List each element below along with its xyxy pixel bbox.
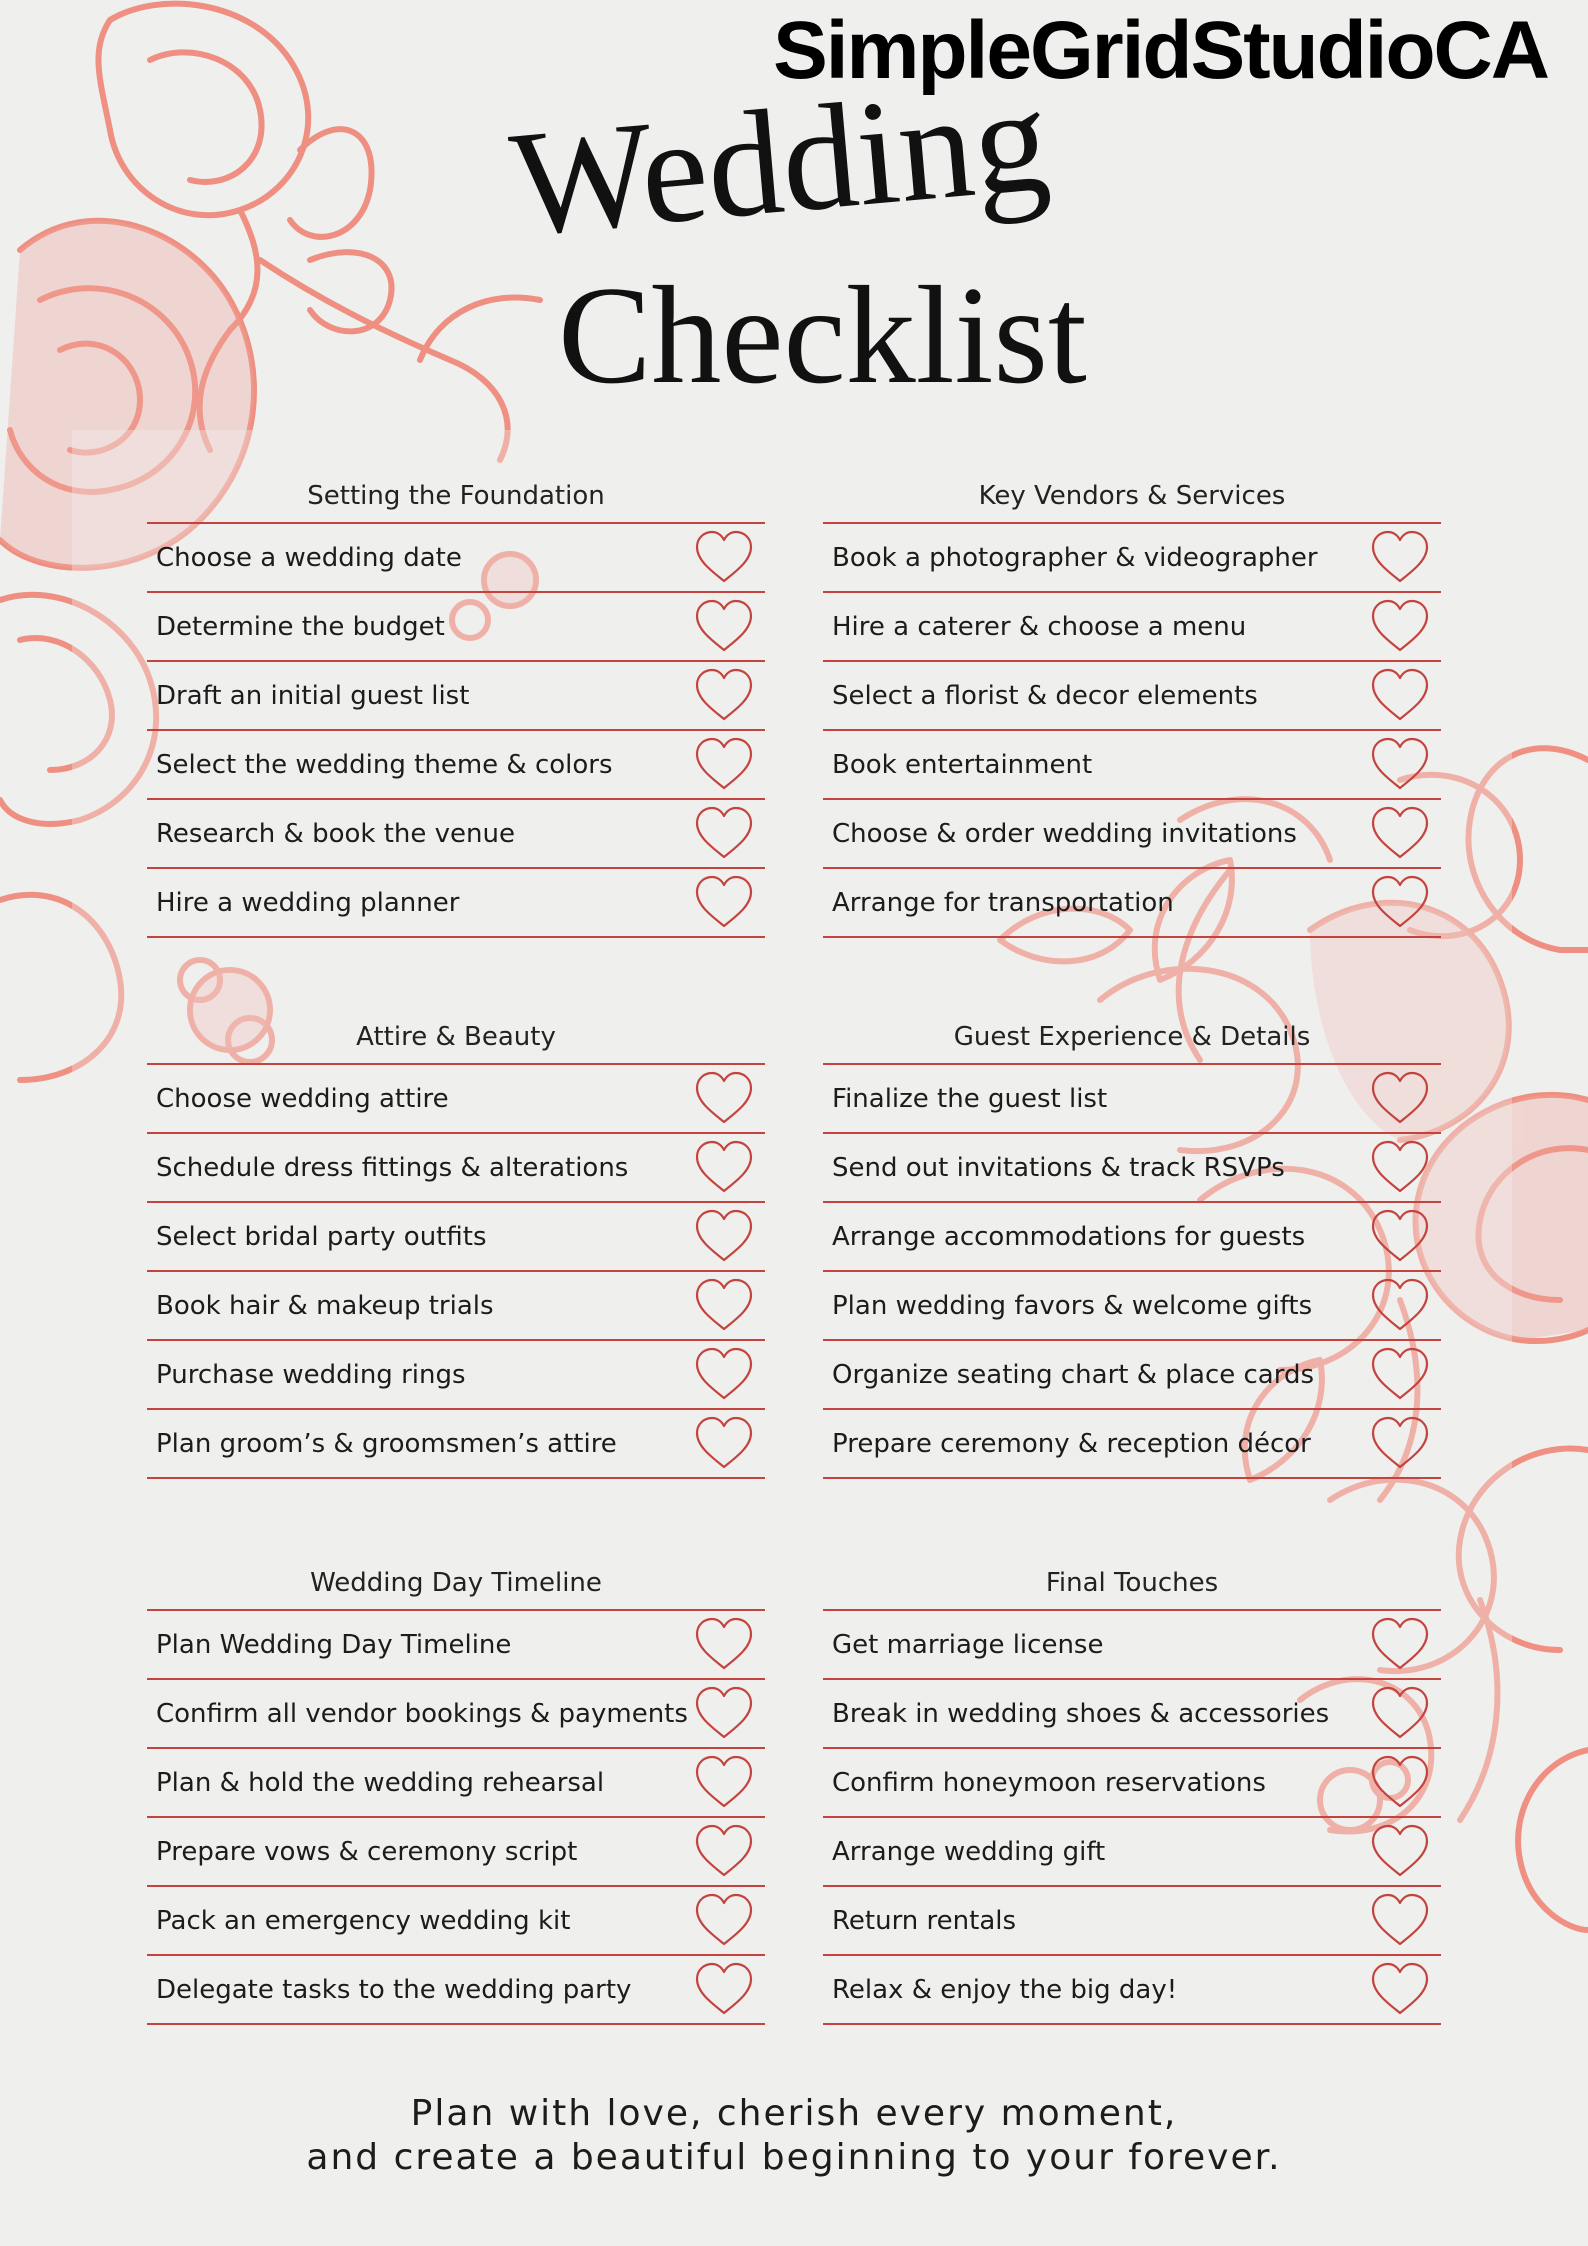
- checklist-item-label: Prepare vows & ceremony script: [156, 1836, 578, 1867]
- checklist-item-label: Purchase wedding rings: [156, 1359, 466, 1390]
- checklist-item-label: Plan wedding favors & welcome gifts: [832, 1290, 1313, 1321]
- checklist-item[interactable]: [147, 1065, 765, 1134]
- checklist-item[interactable]: [147, 1134, 765, 1203]
- heart-outline-icon[interactable]: [1369, 1754, 1431, 1810]
- checklist-item-label: Return rentals: [832, 1905, 1017, 1936]
- heart-outline-icon[interactable]: [693, 1754, 755, 1810]
- checklist-rows: [823, 1063, 1441, 1479]
- checklist-item-label: Research & book the venue: [156, 818, 515, 849]
- section-title: Guest Experience & Details: [953, 1022, 1311, 1052]
- checklist-item[interactable]: [823, 1887, 1441, 1956]
- checklist-item-label: Confirm honeymoon reservations: [832, 1767, 1266, 1798]
- checklist-item[interactable]: [147, 1887, 765, 1956]
- heart-outline-icon[interactable]: [693, 736, 755, 792]
- checklist-rows: [823, 522, 1441, 938]
- checklist-section: [147, 1011, 765, 1479]
- heart-outline-icon[interactable]: [1369, 1139, 1431, 1195]
- heart-outline-icon[interactable]: [1369, 1346, 1431, 1402]
- checklist-item[interactable]: [147, 593, 765, 662]
- checklist-item-label: Arrange for transportation: [832, 887, 1174, 918]
- heart-outline-icon[interactable]: [693, 1139, 755, 1195]
- checklist-item-label: Choose a wedding date: [156, 542, 462, 573]
- checklist-item[interactable]: [823, 869, 1441, 938]
- checklist-item[interactable]: [823, 1680, 1441, 1749]
- footer-quote: [0, 2092, 1588, 2180]
- heart-outline-icon[interactable]: [1369, 1070, 1431, 1126]
- heart-outline-icon[interactable]: [1369, 874, 1431, 930]
- checklist-item[interactable]: [147, 1410, 765, 1479]
- checklist-item-label: Hire a wedding planner: [156, 887, 460, 918]
- checklist-item-label: Arrange accommodations for guests: [832, 1221, 1306, 1252]
- section-title: Attire & Beauty: [356, 1022, 556, 1052]
- checklist-item[interactable]: [147, 1341, 765, 1410]
- heart-outline-icon[interactable]: [1369, 1616, 1431, 1672]
- checklist-item[interactable]: [823, 1749, 1441, 1818]
- checklist-item-label: Plan Wedding Day Timeline: [156, 1629, 512, 1660]
- checklist-item-label: Arrange wedding gift: [832, 1836, 1106, 1867]
- checklist-item-label: Draft an initial guest list: [156, 680, 470, 711]
- checklist-item[interactable]: [823, 1134, 1441, 1203]
- checklist-item-label: Select a florist & decor elements: [832, 680, 1258, 711]
- checklist-item-label: Plan & hold the wedding rehearsal: [156, 1767, 605, 1798]
- heart-outline-icon[interactable]: [1369, 598, 1431, 654]
- checklist-item[interactable]: [147, 869, 765, 938]
- heart-outline-icon[interactable]: [1369, 1277, 1431, 1333]
- checklist-rows: [147, 522, 765, 938]
- checklist-section: [823, 470, 1441, 938]
- checklist-item-label: Finalize the guest list: [832, 1083, 1108, 1114]
- heart-outline-icon[interactable]: [693, 598, 755, 654]
- checklist-item[interactable]: [823, 1203, 1441, 1272]
- checklist-item[interactable]: [823, 524, 1441, 593]
- checklist-item[interactable]: [823, 1065, 1441, 1134]
- checklist-item[interactable]: [147, 731, 765, 800]
- checklist-item[interactable]: [147, 1611, 765, 1680]
- checklist-item[interactable]: [823, 1956, 1441, 2025]
- page-title-line1: Wedding: [504, 55, 1056, 268]
- heart-outline-icon[interactable]: [1369, 805, 1431, 861]
- checklist-item[interactable]: [147, 1272, 765, 1341]
- heart-outline-icon[interactable]: [1369, 1892, 1431, 1948]
- heart-outline-icon[interactable]: [1369, 1961, 1431, 2017]
- checklist-section: [147, 1557, 765, 2025]
- heart-outline-icon[interactable]: [1369, 1208, 1431, 1264]
- heart-outline-icon[interactable]: [1369, 667, 1431, 723]
- checklist-item-label: Hire a caterer & choose a menu: [832, 611, 1247, 642]
- checklist-item-label: Book entertainment: [832, 749, 1093, 780]
- footer-line2: and create a beautiful beginning to your forever.: [306, 2137, 1282, 2178]
- heart-outline-icon[interactable]: [693, 874, 755, 930]
- checklist-item-label: Send out invitations & track RSVPs: [832, 1152, 1285, 1183]
- checklist-section: [823, 1011, 1441, 1479]
- heart-outline-icon[interactable]: [693, 1616, 755, 1672]
- checklist-rows: [147, 1609, 765, 2025]
- footer-line1: Plan with love, cherish every moment,: [410, 2093, 1178, 2134]
- checklist-item[interactable]: [823, 800, 1441, 869]
- heart-outline-icon[interactable]: [1369, 1685, 1431, 1741]
- checklist-item-label: Organize seating chart & place cards: [832, 1359, 1315, 1390]
- checklist-item-label: Select the wedding theme & colors: [156, 749, 613, 780]
- checklist-item[interactable]: [147, 1956, 765, 2025]
- checklist-item[interactable]: [823, 1272, 1441, 1341]
- checklist-item-label: Choose wedding attire: [156, 1083, 449, 1114]
- checklist-item-label: Confirm all vendor bookings & payments: [156, 1698, 688, 1729]
- checklist-item[interactable]: [823, 731, 1441, 800]
- checklist-item[interactable]: [823, 1341, 1441, 1410]
- checklist-item[interactable]: [147, 1818, 765, 1887]
- checklist-item-label: Pack an emergency wedding kit: [156, 1905, 571, 1936]
- checklist-item-label: Delegate tasks to the wedding party: [156, 1974, 632, 2005]
- page-title-line2: Checklist: [558, 258, 1087, 413]
- heart-outline-icon[interactable]: [693, 1277, 755, 1333]
- heart-outline-icon[interactable]: [693, 1346, 755, 1402]
- checklist-item[interactable]: [147, 662, 765, 731]
- section-title: Final Touches: [1045, 1568, 1219, 1598]
- heart-outline-icon[interactable]: [693, 1208, 755, 1264]
- section-title: Wedding Day Timeline: [310, 1568, 602, 1598]
- checklist-item-label: Select bridal party outfits: [156, 1221, 487, 1252]
- heart-outline-icon[interactable]: [693, 1070, 755, 1126]
- heart-outline-icon[interactable]: [693, 805, 755, 861]
- section-title: Key Vendors & Services: [978, 481, 1286, 511]
- heart-outline-icon[interactable]: [1369, 1415, 1431, 1471]
- checklist-item-label: Book hair & makeup trials: [156, 1290, 494, 1321]
- checklist-item-label: Get marriage license: [832, 1629, 1104, 1660]
- checklist-item[interactable]: [147, 1749, 765, 1818]
- heart-outline-icon[interactable]: [693, 1892, 755, 1948]
- heart-outline-icon[interactable]: [693, 1961, 755, 2017]
- checklist-item[interactable]: [147, 524, 765, 593]
- brand-logo: SimpleGridStudioCA: [773, 5, 1548, 96]
- checklist-item-label: Schedule dress fittings & alterations: [156, 1152, 629, 1183]
- checklist-item[interactable]: [147, 1203, 765, 1272]
- checklist-item[interactable]: [147, 800, 765, 869]
- heart-outline-icon[interactable]: [693, 1685, 755, 1741]
- checklist-item-label: Plan groom’s & groomsmen’s attire: [156, 1428, 617, 1459]
- checklist-item-label: Relax & enjoy the big day!: [832, 1974, 1178, 2005]
- checklist-item-label: Determine the budget: [156, 611, 445, 642]
- heart-outline-icon[interactable]: [1369, 529, 1431, 585]
- heart-outline-icon[interactable]: [1369, 1823, 1431, 1879]
- checklist-item[interactable]: [823, 1410, 1441, 1479]
- checklist-item-label: Choose & order wedding invitations: [832, 818, 1297, 849]
- checklist-item[interactable]: [823, 662, 1441, 731]
- heart-outline-icon[interactable]: [693, 667, 755, 723]
- heart-outline-icon[interactable]: [693, 529, 755, 585]
- heart-outline-icon[interactable]: [693, 1415, 755, 1471]
- checklist-item[interactable]: [147, 1680, 765, 1749]
- heart-outline-icon[interactable]: [1369, 736, 1431, 792]
- checklist-item-label: Book a photographer & videographer: [832, 542, 1318, 573]
- checklist-section: [823, 1557, 1441, 2025]
- heart-outline-icon[interactable]: [693, 1823, 755, 1879]
- checklist-item[interactable]: [823, 1611, 1441, 1680]
- section-title: Setting the Foundation: [307, 481, 605, 511]
- checklist-rows: [147, 1063, 765, 1479]
- checklist-item-label: Prepare ceremony & reception décor: [832, 1428, 1311, 1459]
- checklist-section: [147, 470, 765, 938]
- checklist-item[interactable]: [823, 1818, 1441, 1887]
- checklist-item[interactable]: [823, 593, 1441, 662]
- checklist-rows: [823, 1609, 1441, 2025]
- checklist-item-label: Break in wedding shoes & accessories: [832, 1698, 1330, 1729]
